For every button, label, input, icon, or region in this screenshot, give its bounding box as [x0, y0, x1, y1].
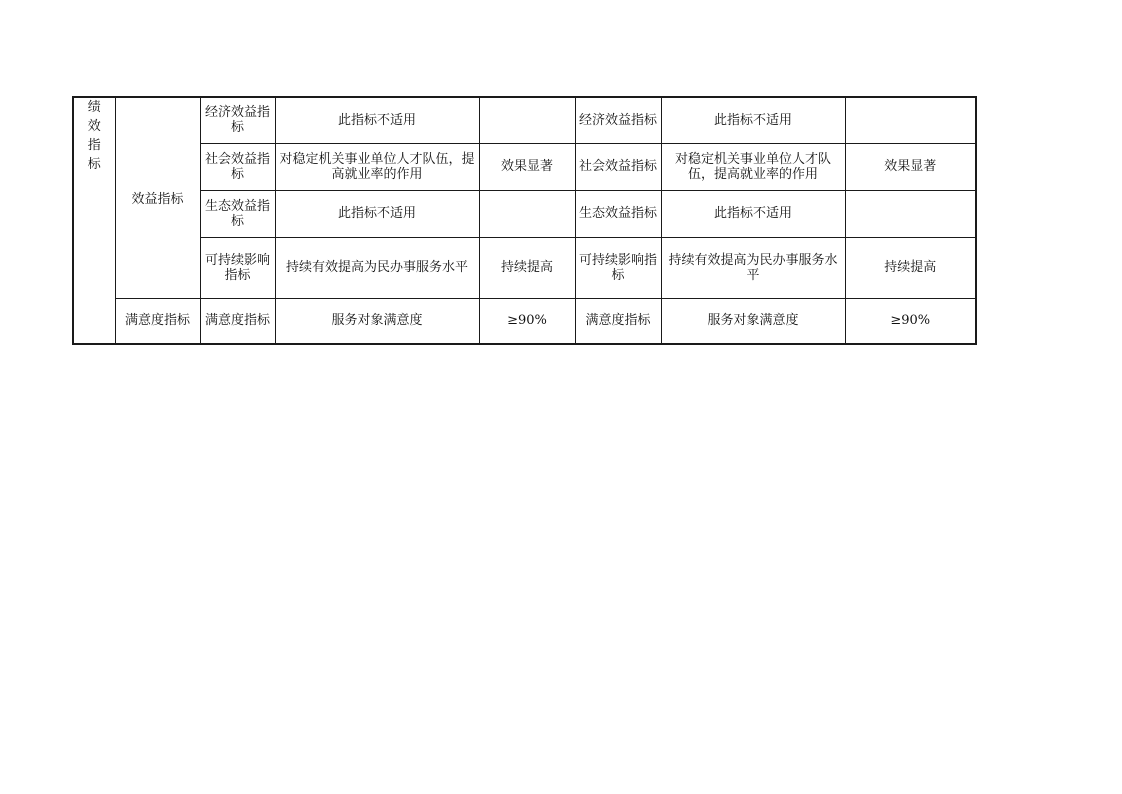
content-cell: 此指标不适用	[275, 190, 479, 237]
category-cell	[73, 97, 115, 344]
content-cell-2: 服务对象满意度	[661, 298, 845, 344]
value-cell: 持续提高	[479, 237, 575, 298]
indicator-cell-2: 经济效益指标	[575, 97, 661, 143]
value-cell: 效果显著	[479, 143, 575, 190]
indicator-cell: 生态效益指标	[200, 190, 275, 237]
content-cell-2: 对稳定机关事业单位人才队伍，提高就业率的作用	[661, 143, 845, 190]
table-row	[73, 97, 976, 143]
content-cell: 持续有效提高为民办事服务水平	[275, 237, 479, 298]
table-row	[73, 143, 976, 190]
table-row	[73, 237, 976, 298]
indicator-cell-2: 生态效益指标	[575, 190, 661, 237]
table-row	[73, 298, 976, 344]
indicator-cell: 满意度指标	[200, 298, 275, 344]
indicator-cell-2: 满意度指标	[575, 298, 661, 344]
indicator-cell: 经济效益指标	[200, 97, 275, 143]
indicator-cell-2: 可持续影响指标	[575, 237, 661, 298]
category-label: 绩效指标	[87, 100, 101, 172]
value-cell: ≥90%	[479, 298, 575, 344]
value-cell	[479, 97, 575, 143]
content-cell-2: 此指标不适用	[661, 190, 845, 237]
sub-category-cell: 满意度指标	[115, 298, 200, 344]
performance-indicator-table	[72, 96, 977, 345]
content-cell-2: 持续有效提高为民办事服务水平	[661, 237, 845, 298]
value-cell	[479, 190, 575, 237]
sub-category-cell: 效益指标	[115, 97, 200, 298]
indicator-cell-2: 社会效益指标	[575, 143, 661, 190]
indicator-cell: 社会效益指标	[200, 143, 275, 190]
table-row	[73, 190, 976, 237]
content-cell-2: 此指标不适用	[661, 97, 845, 143]
indicator-cell: 可持续影响指标	[200, 237, 275, 298]
value-cell-2	[845, 97, 976, 143]
content-cell: 服务对象满意度	[275, 298, 479, 344]
content-cell: 此指标不适用	[275, 97, 479, 143]
value-cell-2	[845, 190, 976, 237]
value-cell-2: ≥90%	[845, 298, 976, 344]
value-cell-2: 持续提高	[845, 237, 976, 298]
value-cell-2: 效果显著	[845, 143, 976, 190]
content-cell: 对稳定机关事业单位人才队伍，提高就业率的作用	[275, 143, 479, 190]
